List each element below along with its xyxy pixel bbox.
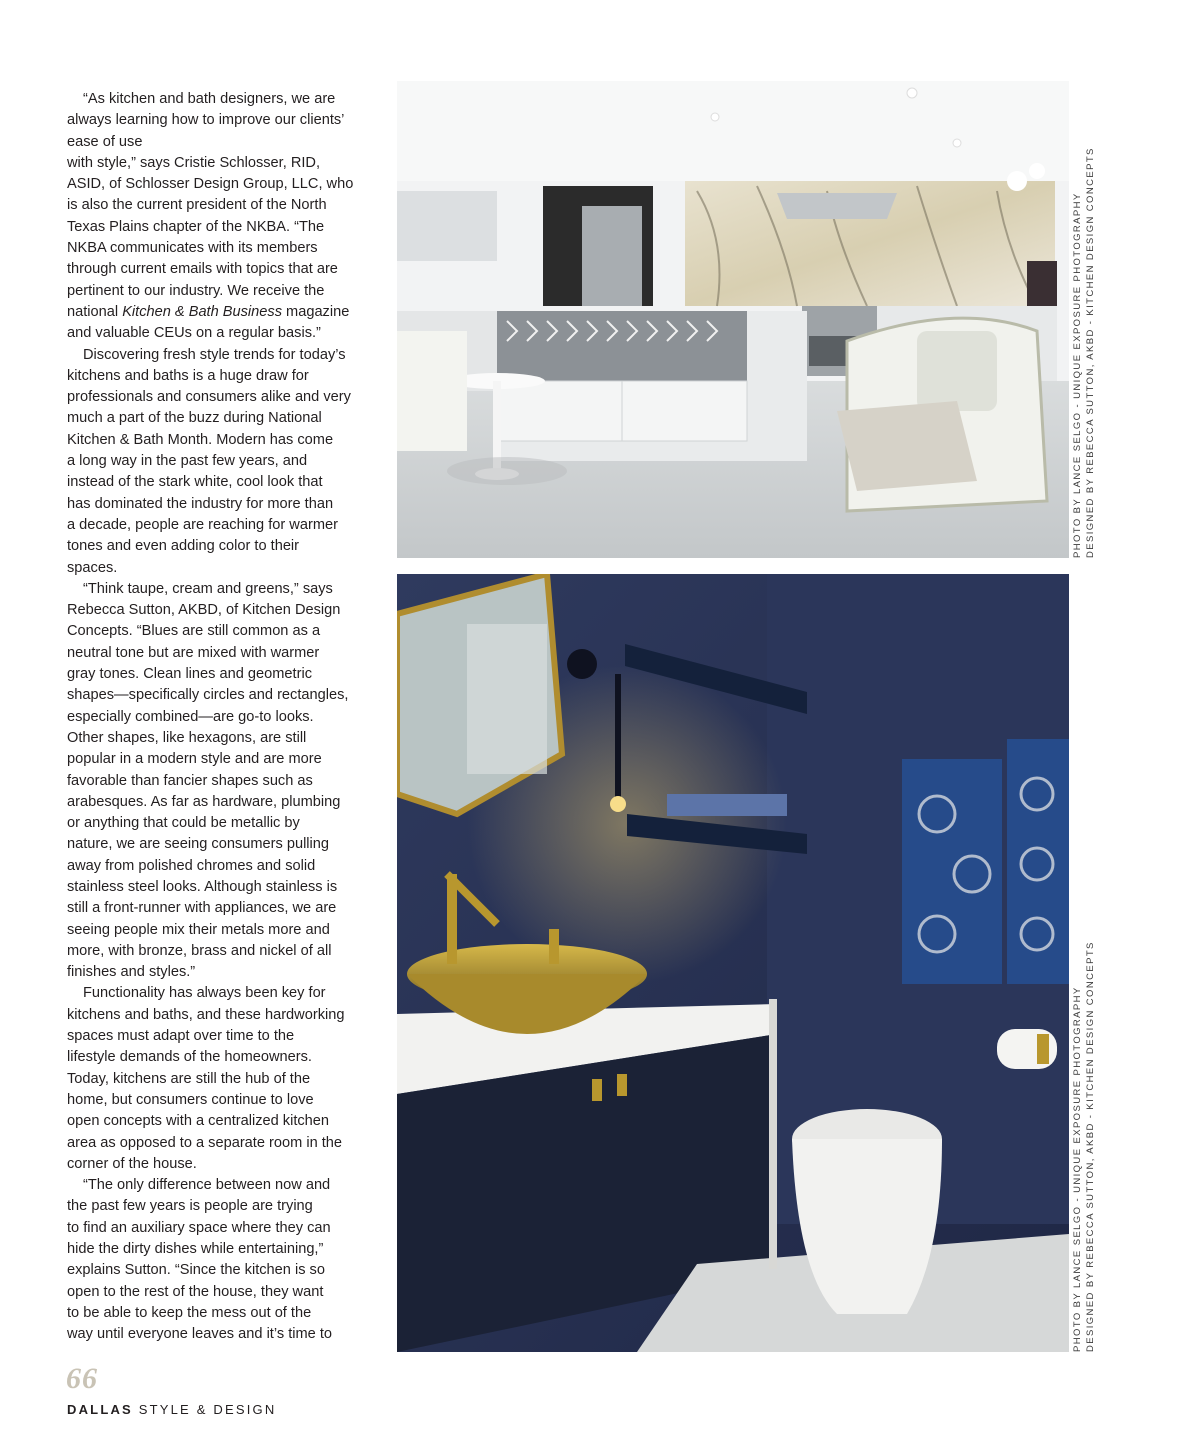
article-line: always learning how to improve our clients’ [67, 112, 345, 129]
magazine-brand: DALLAS [67, 1402, 133, 1417]
article-line: shapes—specifically circles and rectangles, [67, 687, 349, 704]
page-number: 66 [66, 1362, 98, 1395]
article-line: and valuable CEUs on a regular basis.” [67, 325, 321, 342]
article-line: neutral tone but are mixed with warmer [67, 644, 320, 661]
article-line: Texas Plains chapter of the NKBA. “The [67, 218, 325, 235]
article-line: hide the dirty dishes while entertaining,” [67, 1241, 324, 1258]
article-line: explains Sutton. “Since the kitchen is so [67, 1262, 325, 1279]
article-line: home, but consumers continue to love [67, 1091, 314, 1108]
article-line: Discovering fresh style trends for today’s [83, 346, 346, 363]
article-line: finishes and styles.” [67, 964, 196, 981]
article-line: spaces. [67, 559, 118, 576]
magazine-footer [67, 1402, 276, 1417]
article-line: seeing people mix their metals more and [67, 921, 330, 938]
article-line: open concepts with a centralized kitchen [67, 1113, 330, 1130]
article-line: especially combined—are go-to looks. [67, 708, 314, 725]
article-line: has dominated the industry for more than [67, 495, 334, 512]
article-line: much a part of the buzz during National [67, 410, 322, 427]
article-line: with style,” says Cristie Schlosser, RID, [67, 154, 321, 171]
article-line: stainless steel looks. Although stainless is [67, 878, 338, 895]
article-line: NKBA communicates with its members [67, 240, 318, 257]
publication-title: Kitchen & Bath Business [122, 303, 282, 320]
article-line: to find an auxiliary space where they can [67, 1219, 331, 1236]
article-line: popular in a modern style and are more [67, 751, 322, 768]
article-line: pertinent to our industry. We receive the [67, 282, 325, 299]
article-line: area as opposed to a separate room in the [67, 1134, 343, 1151]
article-line: ease of use [67, 133, 143, 150]
article-line: Other shapes, like hexagons, are still [67, 729, 307, 746]
article-line: Today, kitchens are still the hub of the [67, 1070, 311, 1087]
article-line: lifestyle demands of the homeowners. [67, 1049, 312, 1066]
article-line [67, 302, 385, 323]
article-line: through current emails with topics that are [67, 261, 338, 278]
designer-credit-line: DESIGNED BY REBECCA SUTTON, AKBD - KITCHEN DESIGN CONCEPTS [1084, 941, 1096, 1352]
article-line: Concepts. “Blues are still common as a [67, 623, 321, 640]
article-line: to be able to keep the mess out of the [67, 1304, 312, 1321]
article-line: ASID, of Schlosser Design Group, LLC, who [67, 176, 354, 193]
article-line: corner of the house. [67, 1155, 197, 1172]
article-line: Kitchen & Bath Month. Modern has come [67, 431, 334, 448]
article-line: or anything that could be metallic by [67, 815, 300, 832]
photo-credit-line: PHOTO BY LANCE SELGO - UNIQUE EXPOSURE PHOTOGRAPHY [1072, 986, 1083, 1352]
article-line-text: national [67, 303, 123, 320]
bathroom-photo [397, 574, 1069, 1352]
article-line: a long way in the past few years, and [67, 453, 308, 470]
article-line: “Think taupe, cream and greens,” says [83, 580, 333, 597]
photo-credit-line: PHOTO BY LANCE SELGO - UNIQUE EXPOSURE PHOTOGRAPHY [1072, 192, 1083, 558]
article-line: “The only difference between now and [83, 1177, 331, 1194]
article-line-text: magazine [282, 303, 350, 320]
article-line: nature, we are seeing consumers pulling [67, 836, 330, 853]
article-line: arabesques. As far as hardware, plumbing [67, 793, 341, 810]
article-line: away from polished chromes and solid [67, 857, 316, 874]
article-line: more, with bronze, brass and nickel of all [67, 942, 332, 959]
article-line: Rebecca Sutton, AKBD, of Kitchen Design [67, 602, 341, 619]
article-line: “As kitchen and bath designers, we are [83, 91, 336, 107]
designer-credit-line: DESIGNED BY REBECCA SUTTON, AKBD - KITCHEN DESIGN CONCEPTS [1084, 147, 1096, 558]
article-line: open to the rest of the house, they want [67, 1283, 324, 1300]
article-line: kitchens and baths, and these hardworking [67, 1006, 345, 1023]
article-line: instead of the stark white, cool look that [67, 474, 323, 491]
article-line: professionals and consumers alike and very [67, 389, 351, 406]
kitchen-illustration [397, 81, 1069, 558]
article-line: gray tones. Clean lines and geometric [67, 666, 312, 683]
article-line: still a front-runner with appliances, we are [67, 900, 337, 917]
kitchen-photo [397, 81, 1069, 558]
article-line: way until everyone leaves and it’s time to [67, 1326, 332, 1343]
article-line: Functionality has always been key for [83, 985, 326, 1002]
article-line: is also the current president of the North [67, 197, 327, 214]
article-line: favorable than fancier shapes such as [67, 772, 313, 789]
bathroom-illustration [397, 574, 1069, 1352]
article-body [67, 89, 385, 1346]
magazine-section: STYLE & DESIGN [132, 1402, 277, 1417]
article-line: kitchens and baths is a huge draw for [67, 367, 309, 384]
article-line: the past few years is people are trying [67, 1198, 313, 1215]
article-line: spaces must adapt over time to the [67, 1028, 295, 1045]
article-line: a decade, people are reaching for warmer [67, 516, 338, 533]
article-line: tones and even adding color to their [67, 538, 300, 555]
